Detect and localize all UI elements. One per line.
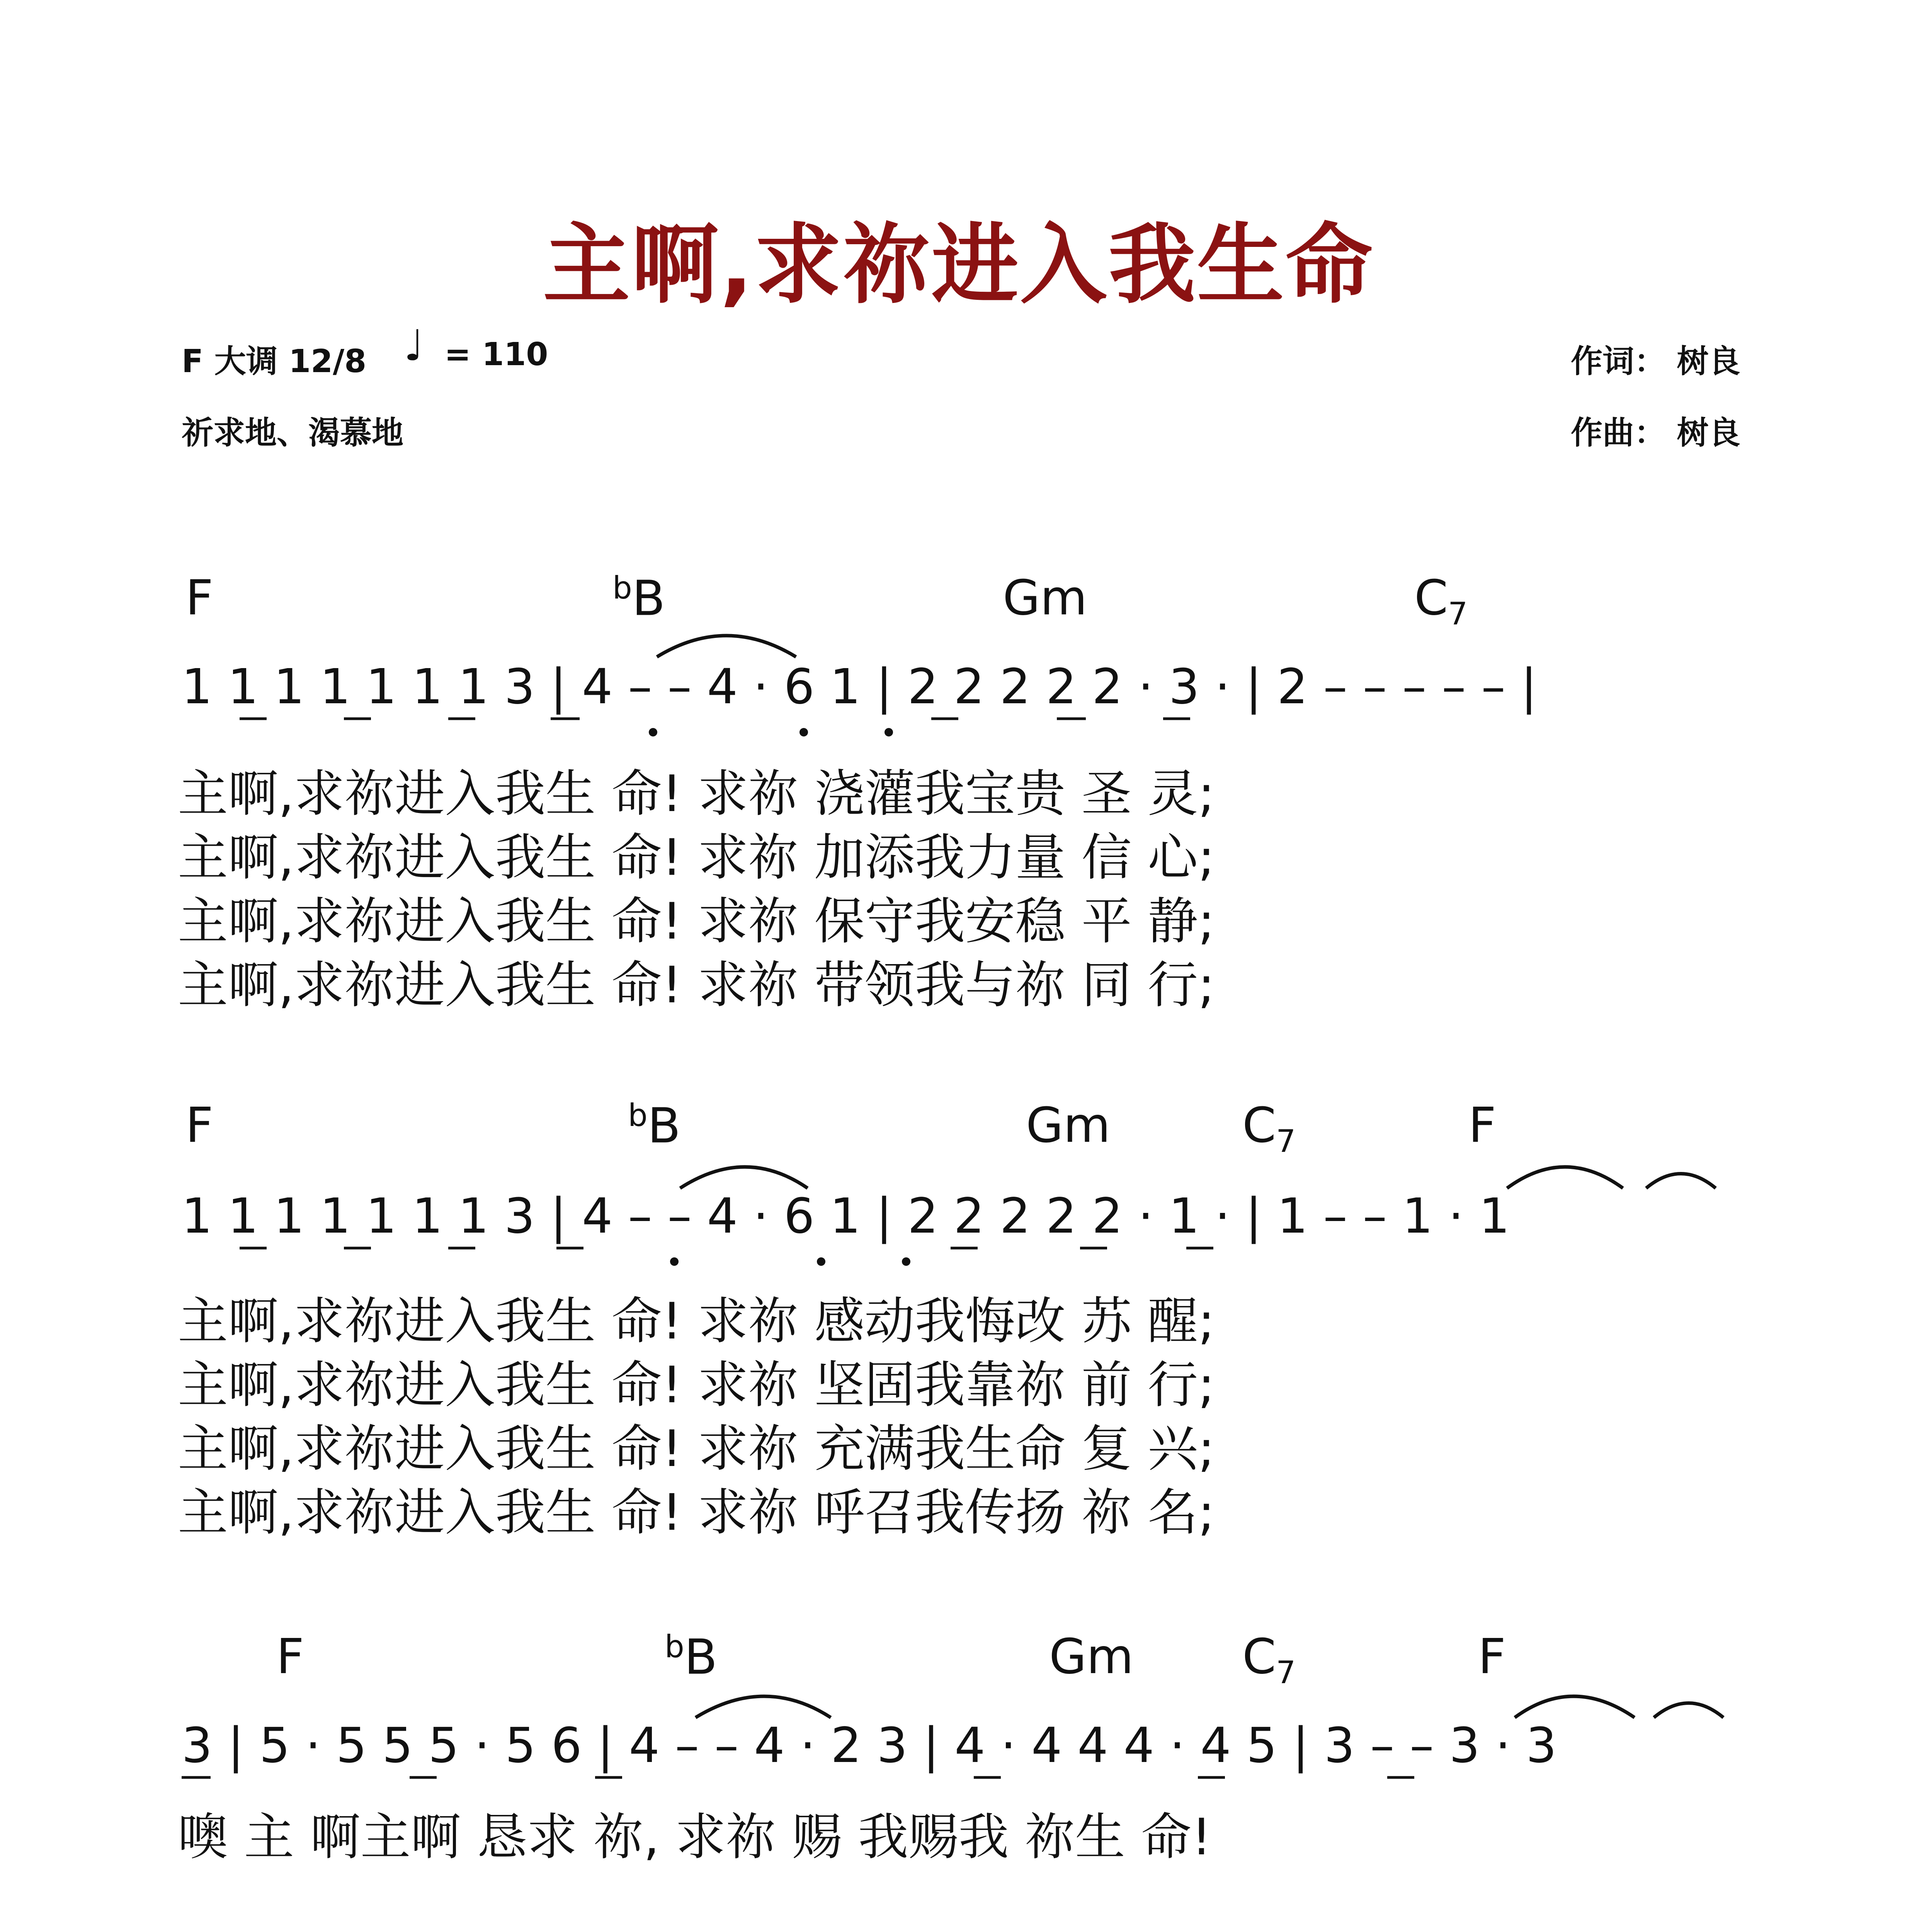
chord-symbol: $^b$B: [665, 1629, 718, 1685]
composer-credit: 作曲： 树良: [1571, 415, 1740, 451]
song-title: 主啊,求祢进入我生命: [543, 214, 1374, 316]
lyric-line: 主啊,求祢进入我生 命! 求祢 加添我力量 信 心;: [178, 828, 1215, 887]
tie-arc: [1654, 1703, 1723, 1718]
lyric-line: 主啊,求祢进入我生 命! 求祢 浇灌我宝贵 圣 灵;: [178, 764, 1215, 823]
chord-symbol: $C_7$: [1242, 1629, 1296, 1690]
chord-symbol: $C_7$: [1414, 570, 1468, 632]
lyric-line: 主啊,求祢进入我生 命! 求祢 坚固我靠祢 前 行;: [178, 1355, 1215, 1414]
chord-symbol: $C_7$: [1242, 1097, 1296, 1159]
tie-arc: [696, 1696, 831, 1718]
tempo-value: = 110: [444, 336, 548, 373]
chord-symbol: $^b$B: [612, 570, 665, 627]
chord-symbol: Gm: [1049, 1629, 1134, 1685]
lyric-line: 主啊,求祢进入我生 命! 求祢 呼召我传扬 祢 名;: [178, 1483, 1215, 1542]
lyricist-credit: 作词： 树良: [1571, 343, 1740, 380]
key-signature: F 大调 12/8: [182, 343, 367, 380]
chord-symbol: Gm: [1026, 1097, 1111, 1153]
chord-symbol: F: [276, 1629, 304, 1685]
lyric-line: 主啊,求祢进入我生 命! 求祢 充满我生命 复 兴;: [178, 1419, 1215, 1478]
jianpu-notation: 3 | 5 · 5 5 5 · 5 6 | 4 – – 4 · 2 3 | 4 · 4 4 4 · 4 5 | 3 – – 3 · 3: [182, 1718, 1557, 1774]
jianpu-notation: 1 1 1 1 1 1 1 3 | 4 – – 4 · 6 1 | 2 2 2 2 2 · 3 · | 2 – – – – – |: [182, 659, 1537, 715]
tie-arc: [1515, 1696, 1635, 1718]
chord-symbol: Gm: [1003, 570, 1087, 626]
expression-mark: 祈求地、渴慕地: [182, 415, 404, 451]
chord-symbol: F: [1478, 1629, 1506, 1685]
tempo-note-icon: ♩: [404, 321, 424, 370]
tie-arc: [680, 1167, 808, 1188]
chord-symbol: F: [185, 1097, 213, 1153]
lyric-line: 主啊,求祢进入我生 命! 求祢 保守我安稳 平 静;: [178, 892, 1215, 951]
lyric-line: 噢 主 啊主啊 恳求 祢, 求祢 赐 我赐我 祢生 命!: [178, 1808, 1212, 1866]
chord-symbol: $^b$B: [628, 1097, 681, 1154]
tie-arc: [1507, 1167, 1623, 1188]
chord-symbol: F: [1468, 1097, 1496, 1153]
jianpu-notation: 1 1 1 1 1 1 1 3 | 4 – – 4 · 6 1 | 2 2 2 2 2 · 1 · | 1 – – 1 · 1: [182, 1188, 1510, 1244]
chord-symbol: F: [185, 570, 213, 626]
tie-arc: [657, 636, 796, 657]
lyric-line: 主啊,求祢进入我生 命! 求祢 带领我与祢 同 行;: [178, 956, 1215, 1014]
lyric-line: 主啊,求祢进入我生 命! 求祢 感动我悔改 苏 醒;: [178, 1292, 1215, 1350]
tie-arc: [1646, 1174, 1716, 1189]
